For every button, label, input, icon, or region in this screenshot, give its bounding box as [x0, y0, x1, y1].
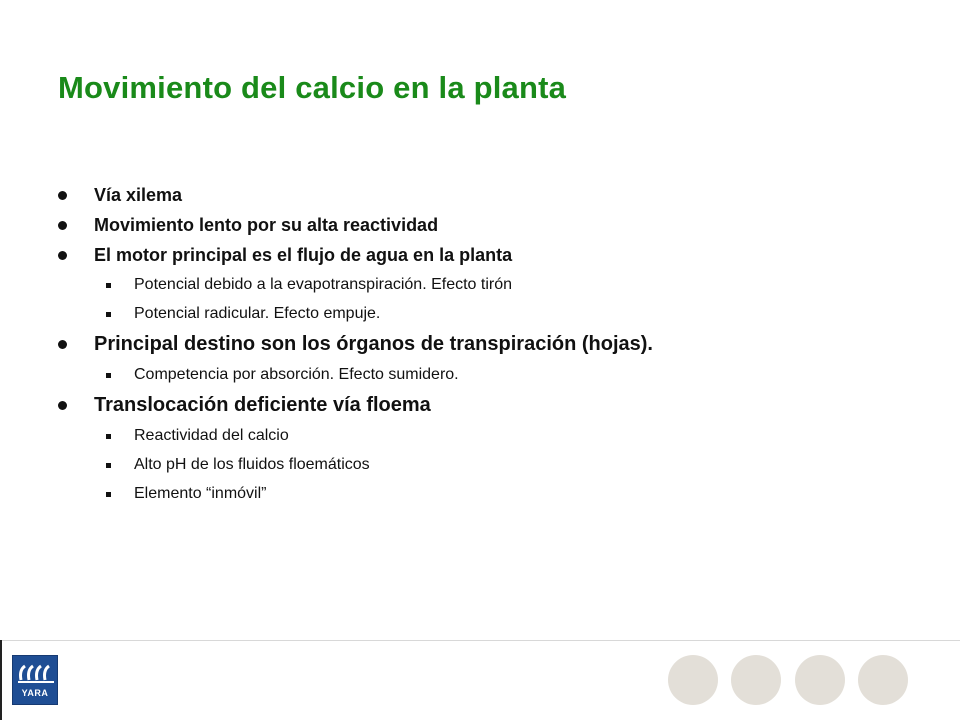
bullet-square-icon: [106, 492, 111, 497]
decorative-circle: [668, 655, 718, 705]
slide-title: Movimiento del calcio en la planta: [58, 70, 567, 105]
bullet-item: [58, 240, 918, 270]
sub-bullet-text: Alto pH de los fluidos floemáticos: [134, 456, 370, 473]
bullet-text: Movimiento lento por su alta reactividad: [94, 215, 439, 235]
sub-bullet-item: [58, 450, 918, 479]
bullet-item: [58, 210, 918, 240]
sub-bullet-item: [58, 299, 918, 328]
sub-bullet-text: Reactividad del calcio: [134, 427, 289, 444]
sub-bullet-item: [58, 360, 918, 389]
bullet-dot-icon: [58, 191, 67, 200]
bullet-dot-icon: [58, 340, 67, 349]
logo-text: YARA: [21, 688, 49, 698]
bullet-dot-icon: [58, 401, 67, 410]
sub-bullet-text: Elemento “inmóvil”: [134, 485, 267, 502]
bullet-square-icon: [106, 283, 111, 288]
bullet-text: El motor principal es el flujo de agua en la planta: [94, 245, 513, 265]
decorative-circle: [858, 655, 908, 705]
bullet-item: [58, 328, 918, 360]
sub-bullet-item: [58, 421, 918, 450]
bullet-text: Translocación deficiente vía floema: [94, 394, 431, 416]
sub-bullet-item: [58, 479, 918, 508]
sub-bullet-item: [58, 270, 918, 299]
bullet-item: [58, 180, 918, 210]
sub-bullet-text: Potencial radicular. Efecto empuje.: [134, 305, 381, 322]
bullet-square-icon: [106, 312, 111, 317]
bullet-text: Vía xilema: [94, 185, 183, 205]
sub-bullet-text: Competencia por absorción. Efecto sumidero.: [134, 366, 459, 383]
viking-ship-logo-icon: [13, 658, 59, 688]
bullet-text: Principal destino son los órganos de transpiración (hojas).: [94, 333, 653, 355]
decorative-circle: [731, 655, 781, 705]
bullet-square-icon: [106, 434, 111, 439]
bullet-dot-icon: [58, 221, 67, 230]
bullet-square-icon: [106, 463, 111, 468]
bullet-dot-icon: [58, 251, 67, 260]
bullet-item: [58, 389, 918, 421]
sub-bullet-text: Potencial debido a la evapotranspiración. Efecto tirón: [134, 276, 513, 293]
decorative-circle: [795, 655, 845, 705]
footer-left-border: [0, 640, 2, 720]
bullet-square-icon: [106, 373, 111, 378]
bullet-list: [58, 180, 918, 508]
yara-logo: [12, 655, 58, 705]
